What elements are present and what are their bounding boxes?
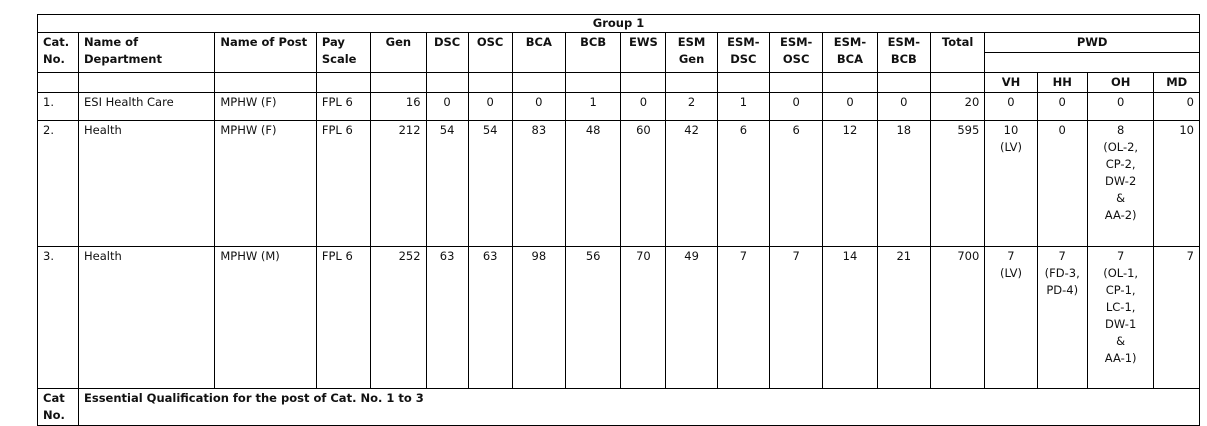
header-row xyxy=(38,33,1200,53)
cell-total: 595 xyxy=(930,121,984,247)
recruitment-table xyxy=(37,14,1200,426)
cell-pay-scale: FPL 6 xyxy=(316,247,370,389)
pwd-oh-line: & xyxy=(1116,191,1126,205)
pwd-hh-line: 7 xyxy=(1058,249,1066,263)
header-esm-osc: ESM- OSC xyxy=(770,33,823,73)
header-vh: VH xyxy=(985,73,1037,93)
cell-cat-no: 3. xyxy=(38,247,79,389)
header-total: Total xyxy=(930,33,984,73)
cell-dsc: 63 xyxy=(426,247,468,389)
cell-pwd-hh xyxy=(1037,247,1087,389)
header-dsc: DSC xyxy=(426,33,468,73)
pwd-vh-line: (LV) xyxy=(999,266,1022,280)
cell-osc: 54 xyxy=(468,121,512,247)
header-esm-bcb: ESM- BCB xyxy=(877,33,930,73)
pwd-oh-line: AA-2) xyxy=(1104,208,1137,222)
footer-row xyxy=(38,389,1200,426)
cell-department: ESI Health Care xyxy=(79,93,215,121)
header-bca: BCA xyxy=(512,33,565,73)
pwd-vh-line: 7 xyxy=(1007,249,1015,263)
pwd-vh-line: 0 xyxy=(1007,95,1015,109)
cell-esm-osc: 7 xyxy=(770,247,823,389)
header-esm-dsc: ESM- DSC xyxy=(717,33,769,73)
cell-esm-bca: 0 xyxy=(823,93,877,121)
footer-qualification: Essential Qualification for the post of Cat. No. 1 to 3 xyxy=(79,389,1200,426)
cell-pwd-vh xyxy=(985,247,1037,389)
cell-osc: 0 xyxy=(468,93,512,121)
pwd-oh-line: & xyxy=(1116,334,1126,348)
header-pwd-spacer xyxy=(985,53,1200,73)
pwd-oh-line: 8 xyxy=(1116,123,1125,137)
cell-bca: 0 xyxy=(512,93,565,121)
cell-department: Health xyxy=(79,121,215,247)
header-oh: OH xyxy=(1087,73,1154,93)
cell-esm-gen: 42 xyxy=(666,121,717,247)
header-pay-scale: Pay Scale xyxy=(316,33,370,73)
pwd-oh-line: 7 xyxy=(1116,249,1125,263)
cell-department: Health xyxy=(79,247,215,389)
pwd-vh-line: (LV) xyxy=(999,140,1022,154)
cell-bca: 83 xyxy=(512,121,565,247)
pwd-oh-line: DW-1 xyxy=(1105,317,1137,331)
pwd-hh-line: 0 xyxy=(1058,95,1066,109)
cell-ews: 0 xyxy=(621,93,666,121)
cell-esm-dsc: 6 xyxy=(717,121,769,247)
cell-osc: 63 xyxy=(468,247,512,389)
cell-pwd-hh xyxy=(1037,93,1087,121)
cell-pwd-md: 0 xyxy=(1154,93,1200,121)
pwd-hh-line: 0 xyxy=(1058,123,1066,137)
cell-bcb: 1 xyxy=(565,93,620,121)
cell-gen: 212 xyxy=(371,121,426,247)
header-esm-bca: ESM- BCA xyxy=(823,33,877,73)
table-row xyxy=(38,93,1200,121)
cell-pwd-oh xyxy=(1087,247,1154,389)
cell-pwd-oh xyxy=(1087,93,1154,121)
cell-esm-bcb: 18 xyxy=(877,121,930,247)
group-label: Group 1 xyxy=(38,15,1200,33)
cell-cat-no: 2. xyxy=(38,121,79,247)
header-post: Name of Post xyxy=(215,33,317,73)
cell-pwd-oh xyxy=(1087,121,1154,247)
cell-gen: 252 xyxy=(371,247,426,389)
pwd-oh-line: LC-1, xyxy=(1105,300,1136,314)
cell-pay-scale: FPL 6 xyxy=(316,93,370,121)
pwd-oh-line: (OL-1, xyxy=(1103,266,1139,280)
table-body xyxy=(38,93,1200,389)
cell-dsc: 0 xyxy=(426,93,468,121)
pwd-subheader-row xyxy=(38,73,1200,93)
header-ews: EWS xyxy=(621,33,666,73)
cell-pwd-vh xyxy=(985,93,1037,121)
cell-esm-gen: 49 xyxy=(666,247,717,389)
pwd-oh-line: AA-1) xyxy=(1104,351,1137,365)
group-row xyxy=(38,15,1200,33)
pwd-oh-line: CP-2, xyxy=(1105,157,1136,171)
table-row xyxy=(38,247,1200,389)
cell-post: MPHW (F) xyxy=(215,93,317,121)
cell-esm-gen: 2 xyxy=(666,93,717,121)
cell-esm-bca: 14 xyxy=(823,247,877,389)
pwd-oh-line: CP-1, xyxy=(1105,283,1136,297)
cropped-text-line xyxy=(0,0,1207,4)
pwd-hh-line: PD-4) xyxy=(1046,283,1079,297)
table-row xyxy=(38,121,1200,247)
cell-ews: 60 xyxy=(621,121,666,247)
cell-esm-dsc: 7 xyxy=(717,247,769,389)
cell-total: 20 xyxy=(930,93,984,121)
pwd-hh-line: (FD-3, xyxy=(1044,266,1080,280)
header-pwd: PWD xyxy=(985,33,1200,53)
cell-esm-bcb: 0 xyxy=(877,93,930,121)
cell-ews: 70 xyxy=(621,247,666,389)
footer-cat-no: Cat No. xyxy=(38,389,79,426)
cell-esm-bca: 12 xyxy=(823,121,877,247)
cell-dsc: 54 xyxy=(426,121,468,247)
header-gen: Gen xyxy=(371,33,426,73)
cell-esm-osc: 0 xyxy=(770,93,823,121)
cell-post: MPHW (F) xyxy=(215,121,317,247)
cell-gen: 16 xyxy=(371,93,426,121)
cell-esm-osc: 6 xyxy=(770,121,823,247)
cell-pwd-md: 10 xyxy=(1154,121,1200,247)
cell-bca: 98 xyxy=(512,247,565,389)
header-esm-gen: ESM Gen xyxy=(666,33,717,73)
header-hh: HH xyxy=(1037,73,1087,93)
header-department: Name of Department xyxy=(79,33,215,73)
cell-esm-bcb: 21 xyxy=(877,247,930,389)
pwd-oh-line: 0 xyxy=(1116,95,1125,109)
cell-cat-no: 1. xyxy=(38,93,79,121)
pwd-vh-line: 10 xyxy=(1003,123,1019,137)
cell-bcb: 48 xyxy=(565,121,620,247)
cell-pwd-hh xyxy=(1037,121,1087,247)
cell-pwd-vh xyxy=(985,121,1037,247)
pwd-oh-line: DW-2 xyxy=(1105,174,1137,188)
header-md: MD xyxy=(1154,73,1200,93)
header-osc: OSC xyxy=(468,33,512,73)
cell-post: MPHW (M) xyxy=(215,247,317,389)
cell-total: 700 xyxy=(930,247,984,389)
cell-esm-dsc: 1 xyxy=(717,93,769,121)
header-bcb: BCB xyxy=(565,33,620,73)
cell-bcb: 56 xyxy=(565,247,620,389)
header-cat-no: Cat. No. xyxy=(38,33,79,73)
cell-pwd-md: 7 xyxy=(1154,247,1200,389)
pwd-oh-line: (OL-2, xyxy=(1103,140,1139,154)
cell-pay-scale: FPL 6 xyxy=(316,121,370,247)
